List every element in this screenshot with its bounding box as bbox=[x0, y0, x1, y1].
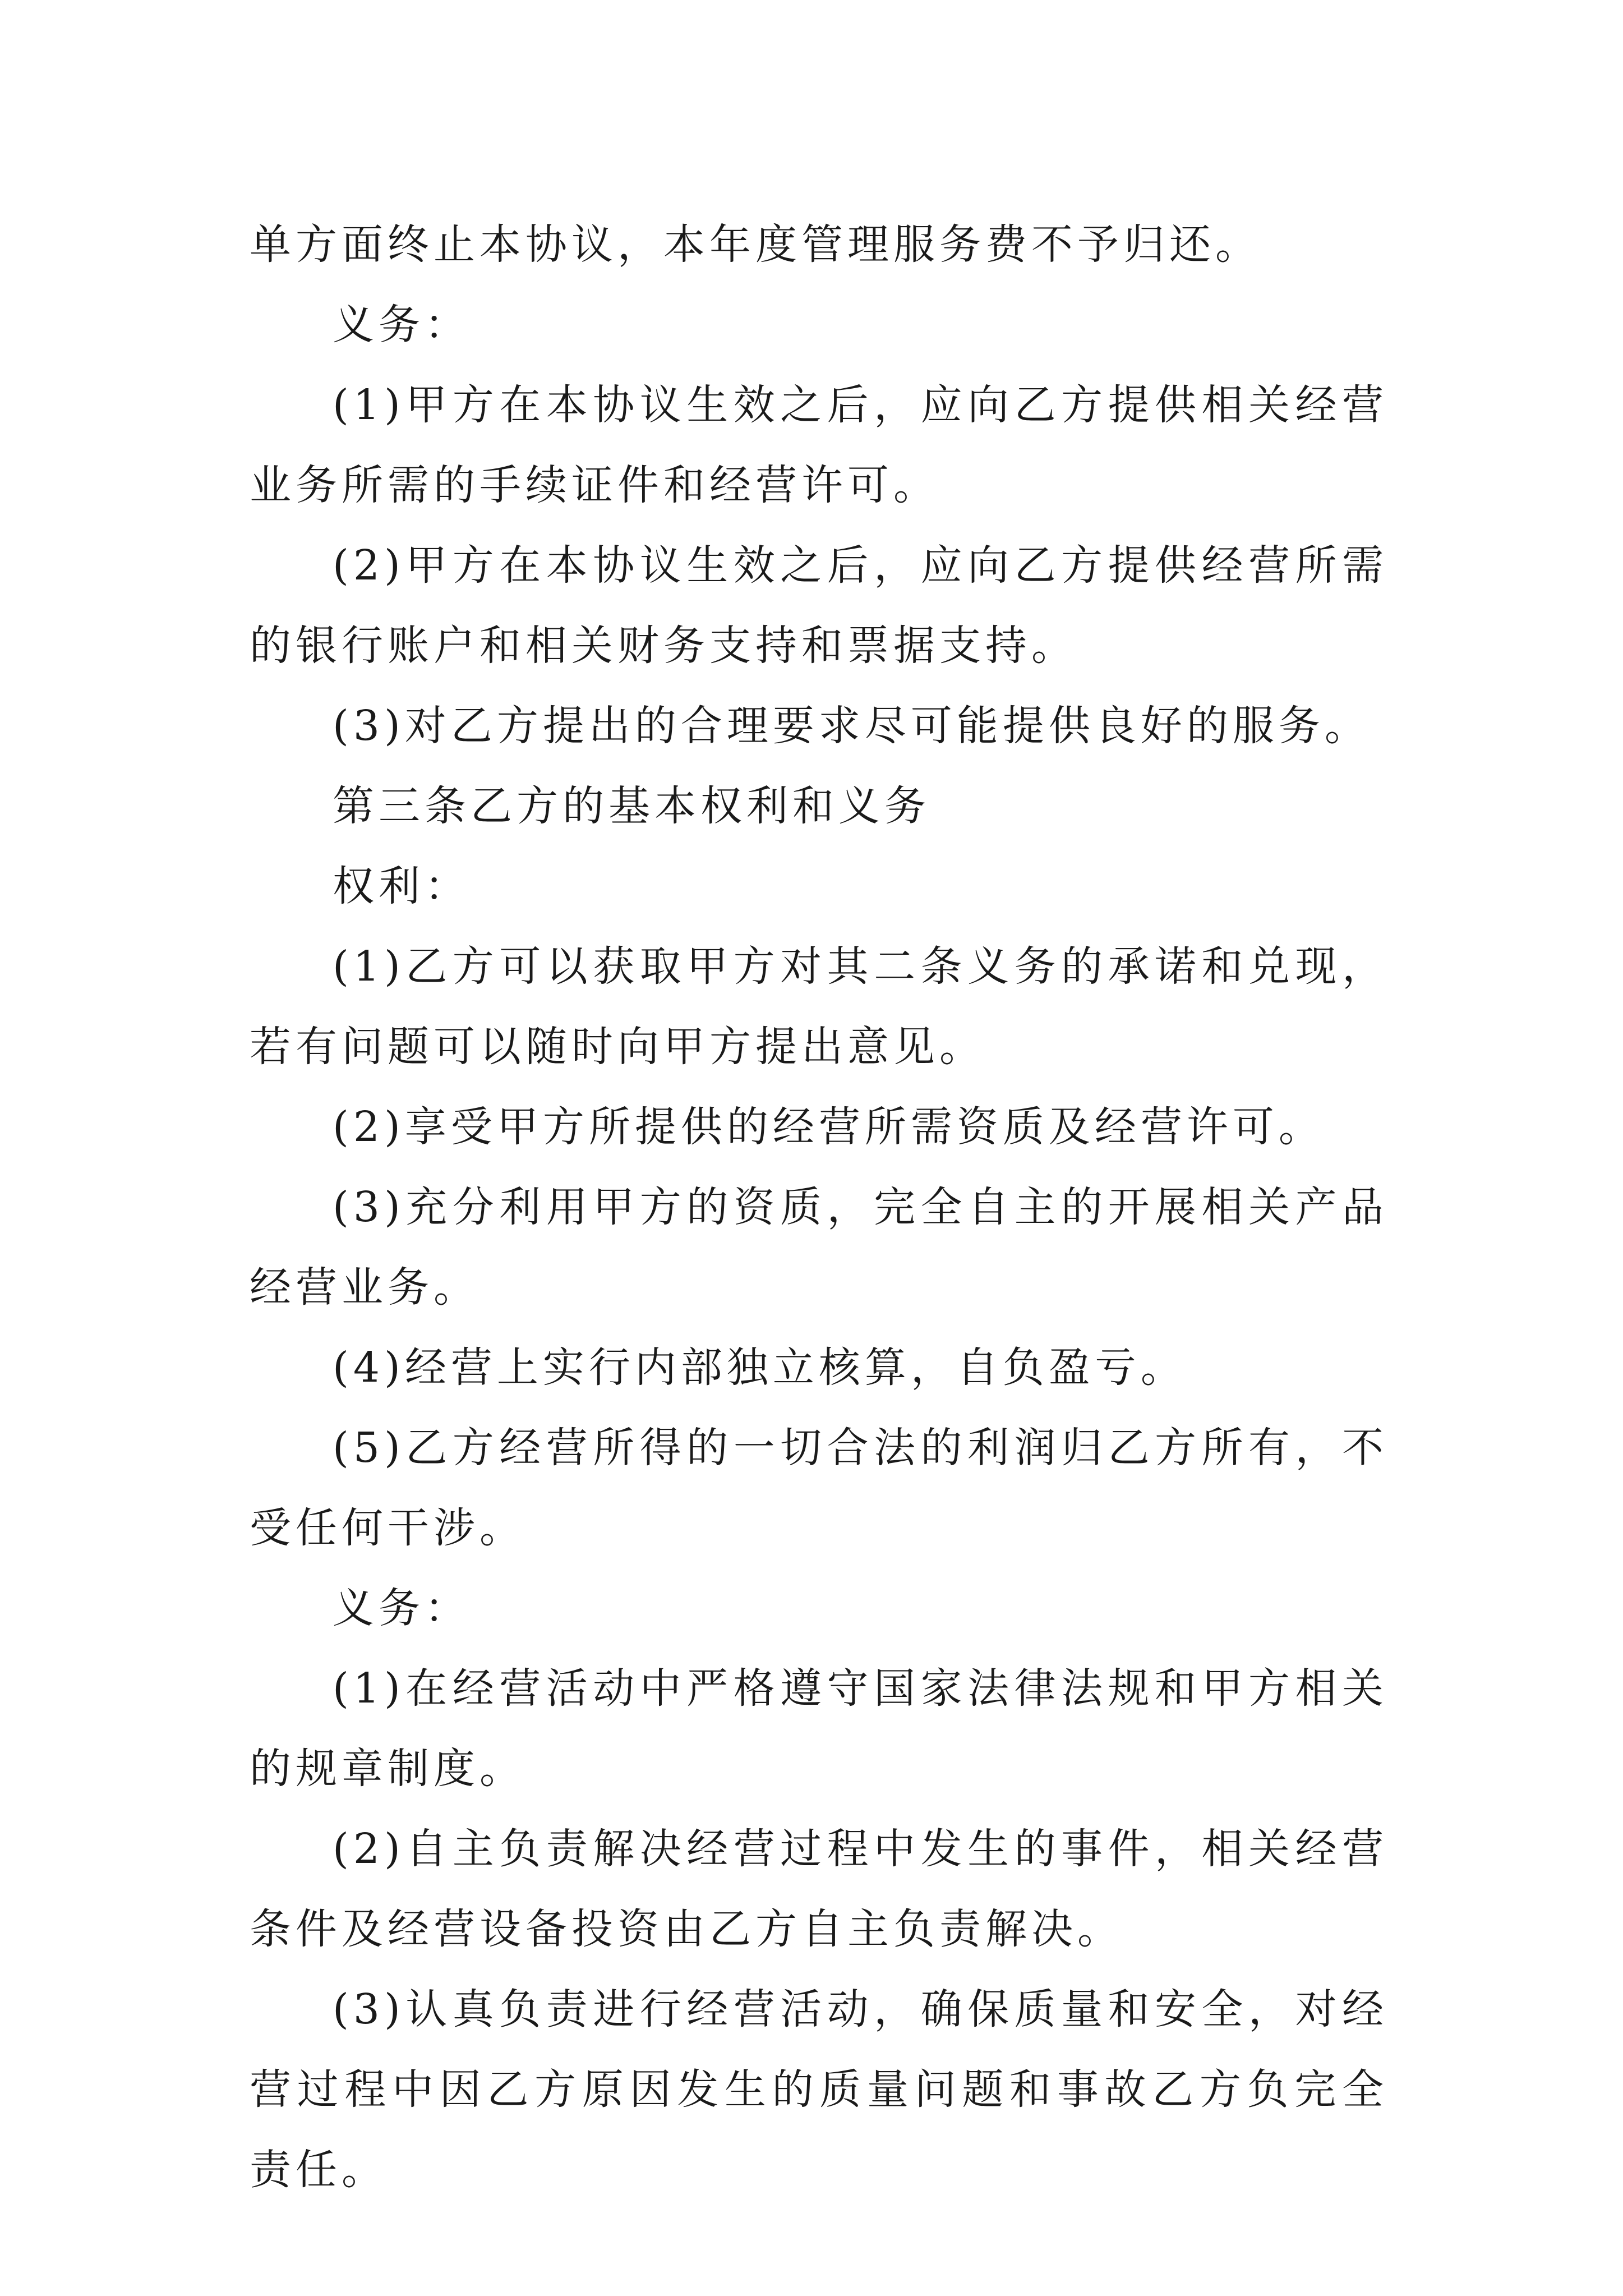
paragraph-party-b-right-3: (3)充分利用甲方的资质，完全自主的开展相关产品经营业务。 bbox=[250, 1183, 1388, 1312]
paragraph-party-a-obligation-1: (1)甲方在本协议生效之后，应向乙方提供相关经营业务所需的手续证件和经营许可。 bbox=[250, 381, 1388, 509]
paragraph-article-three-title: 第三条乙方的基本权利和义务 bbox=[333, 782, 930, 830]
paragraph-party-a-obligation-3: (3)对乙方提出的合理要求尽可能提供良好的服务。 bbox=[333, 702, 1371, 750]
paragraph-rights-heading: 权利： bbox=[333, 862, 471, 910]
paragraph-party-b-right-4: (4)经营上实行内部独立核算，自负盈亏。 bbox=[333, 1343, 1187, 1392]
paragraph-party-b-right-2: (2)享受甲方所提供的经营所需资质及经营许可。 bbox=[333, 1103, 1325, 1151]
paragraph-party-b-obligation-1: (1)在经营活动中严格遵守国家法律法规和甲方相关的规章制度。 bbox=[250, 1664, 1388, 1793]
paragraph-party-b-right-5: (5)乙方经营所得的一切合法的利润归乙方所有，不受任何干涉。 bbox=[250, 1424, 1388, 1552]
paragraph-party-b-right-1: (1)乙方可以获取甲方对其二条义务的承诺和兑现，若有问题可以随时向甲方提出意见。 bbox=[250, 942, 1388, 1071]
paragraph-obligations-heading-b: 义务： bbox=[333, 1584, 471, 1632]
paragraph-party-a-obligation-2: (2)甲方在本协议生效之后，应向乙方提供经营所需的银行账户和相关财务支持和票据支持。 bbox=[250, 541, 1388, 670]
paragraph-party-b-obligation-3: (3)认真负责进行经营活动，确保质量和安全，对经营过程中因乙方原因发生的质量问题和事故乙方负完全责任。 bbox=[250, 1985, 1388, 2194]
paragraph-party-b-obligation-2: (2)自主负责解决经营过程中发生的事件，相关经营条件及经营设备投资由乙方自主负责解决。 bbox=[250, 1825, 1388, 1953]
paragraph-continuation: 单方面终止本协议，本年度管理服务费不予归还。 bbox=[250, 220, 1261, 269]
document-body bbox=[250, 205, 1388, 2210]
paragraph-obligations-heading: 义务： bbox=[333, 301, 471, 349]
